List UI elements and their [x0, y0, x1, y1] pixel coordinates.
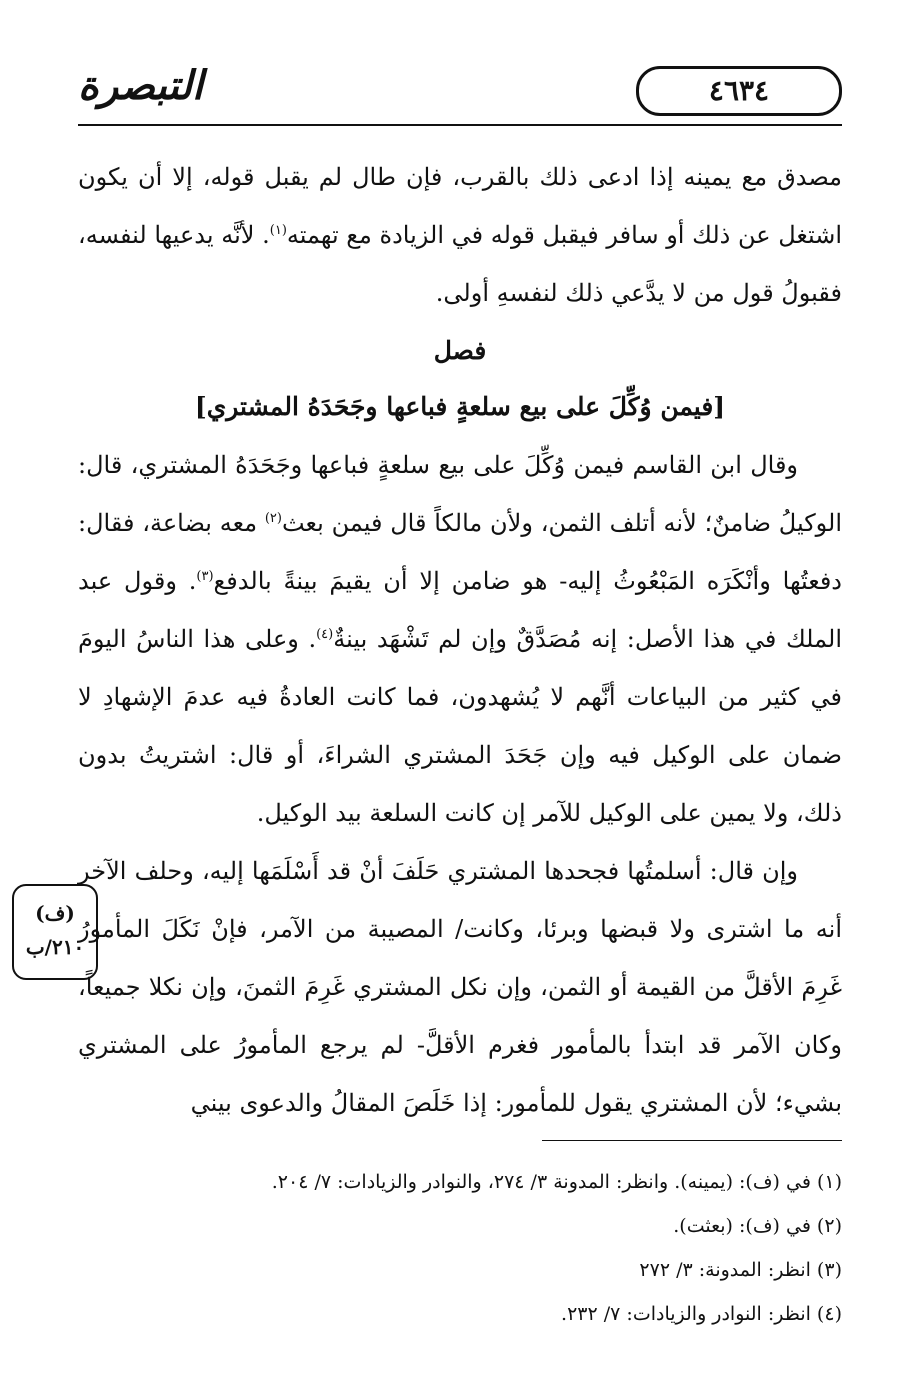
footnote-ref-1[interactable]: (١) [269, 223, 287, 238]
footnote-3: (٣) انظر: المدونة: ٣/ ٢٧٢ [639, 1259, 842, 1281]
footnote-ref-4[interactable]: (٤) [316, 627, 334, 642]
footnote-1: (١) في (ف): (يمينه). وانظر: المدونة ٣/ ٢٧٤، والنوادر والزيادات: ٧/ ٢٠٤. [271, 1171, 842, 1193]
main-text [78, 148, 842, 1132]
section-title: فصل [433, 336, 487, 365]
footnotes [78, 1160, 842, 1336]
paragraph-1: مصدق مع يمينه إذا ادعى ذلك بالقرب، فإن طال لم يقبل قوله، إلا أن يكون اشتغل عن ذلك أو سافر فيقبل قوله في الزيادة مع تهمته$^{(١)}$. لأنَّه يدعيها لنفسه، فقبولُ قول من لا يدَّعي ذلك لنفسهِ أولى. [78, 163, 843, 307]
manuscript-folio-note: (ف) ٢١٠/ب [12, 884, 98, 980]
header-rule [78, 124, 842, 126]
book-title: التبصرة [78, 62, 204, 109]
section-subtitle: [فيمن وُكِّلَ على بيع سلعةٍ فباعها وجَحَدَهُ المشتري] [194, 392, 726, 421]
footnote-4: (٤) انظر: النوادر والزيادات: ٧/ ٢٣٢. [561, 1303, 842, 1325]
footnote-ref-3[interactable]: (٣) [196, 569, 214, 584]
footnote-divider [542, 1140, 842, 1141]
page-header [78, 60, 842, 130]
page-number: ٤٦٣٤ [636, 66, 842, 116]
paragraph-3: وإن قال: أسلمتُها فجحدها المشتري حَلَفَ أنْ قد أَسْلَمَها إليه، وحلف الآخر أنه ما اشترى ولا قبضها وبرئا، وكانت/ المصيبة من الآمر، فإنْ نَكَلَ المأمورُ غَرِمَ الأقلَّ من القيمة أو الثمن، وإن نكل المشتري غَرِمَ الثمنَ، وإن نكلا جميعاً، وكان الآمر قد ابتدأ بالمأمور فغرم الأقلَّ- لم يرجع المأمورُ على المشتري بشيء؛ لأن المشتري يقول للمأمور: إذا خَلَصَ المقالُ والدعوى بيني [78, 857, 843, 1117]
paragraph-2: وقال ابن القاسم فيمن وُكِّلَ على بيع سلعةٍ فباعها وجَحَدَهُ المشتري، قال: الوكيلُ ضامنٌ؛ لأنه أتلف الثمن، ولأن مالكاً قال فيمن بعث$^{(٢)}$ معه بضاعة، فقال: دفعتُها وأنْكَرَه المَبْعُوثُ إليه- هو ضامن إلا أن يقيمَ بينةً بالدفع$^{(٣)}$. وقول عبد الملك في هذا الأصل: إنه مُصَدَّقٌ وإن لم تَشْهَد بينةٌ$^{(٤)}$. وعلى هذا الناسُ اليومَ في كثير من البياعات أنَّهم لا يُشهدون، فما كانت العادةُ فيه عدمَ الإشهادِ لا ضمان على الوكيل فيه وإن جَحَدَ المشتري الشراءَ، أو قال: اشتريتُ بدون ذلك، ولا يمين على الوكيل للآمر إن كانت السلعة بيد الوكيل. [78, 451, 843, 827]
footnote-2: (٢) في (ف): (بعثت). [673, 1215, 842, 1237]
footnote-ref-2[interactable]: (٢) [264, 511, 282, 526]
